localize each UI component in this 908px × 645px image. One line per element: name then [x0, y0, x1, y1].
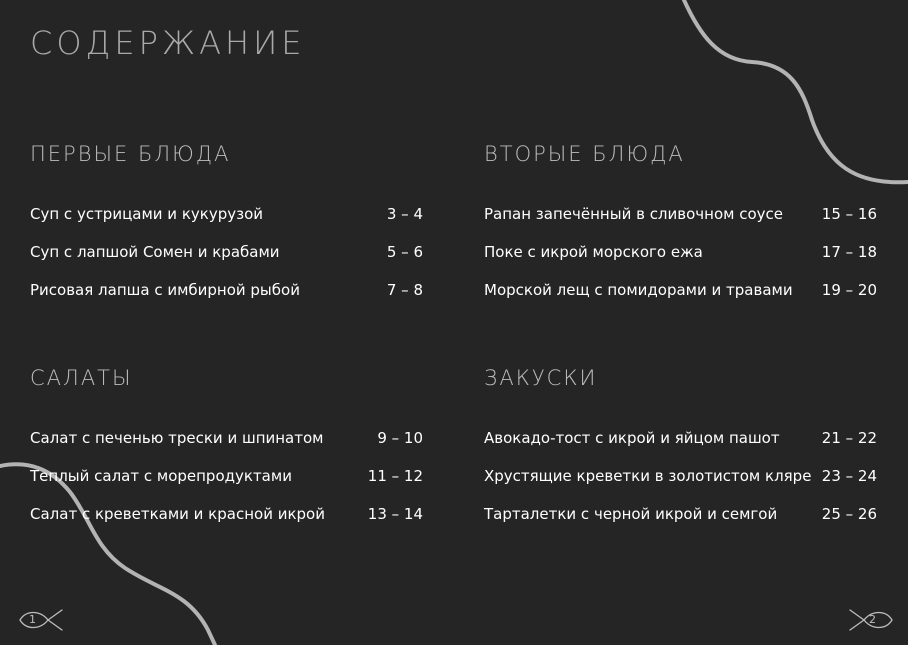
section-first-courses	[30, 141, 423, 309]
page-number-left	[18, 607, 66, 633]
page-range: 5 – 6	[386, 243, 423, 261]
page-number-label: 2	[869, 613, 876, 626]
dish-name: Поке с икрой морского ежа	[484, 243, 703, 261]
page-range: 11 – 12	[367, 467, 423, 485]
toc-item[interactable]	[484, 495, 877, 533]
section-second-courses	[484, 141, 877, 309]
section-heading: ВТОРЫЕ БЛЮДА	[484, 142, 685, 166]
fish-icon	[18, 607, 66, 633]
toc-item[interactable]	[484, 419, 877, 457]
page-title: СОДЕРЖАНИЕ	[30, 24, 306, 62]
toc-item[interactable]	[30, 419, 423, 457]
dish-name: Салат с печенью трески и шпинатом	[30, 429, 324, 447]
toc-item[interactable]	[484, 195, 877, 233]
dish-name: Теплый салат с морепродуктами	[30, 467, 292, 485]
dish-list	[484, 419, 877, 533]
toc-item[interactable]	[484, 271, 877, 309]
page-range: 17 – 18	[821, 243, 877, 261]
toc-item[interactable]	[30, 495, 423, 533]
page-range: 13 – 14	[367, 505, 423, 523]
page-range: 9 – 10	[377, 429, 423, 447]
section-heading: ЗАКУСКИ	[484, 366, 598, 390]
page-number-right	[846, 607, 894, 633]
section-salads	[30, 365, 423, 533]
section-heading: САЛАТЫ	[30, 366, 133, 390]
dish-list	[484, 195, 877, 309]
toc-item[interactable]	[484, 457, 877, 495]
toc-item[interactable]	[30, 457, 423, 495]
section-heading: ПЕРВЫЕ БЛЮДА	[30, 142, 231, 166]
toc-item[interactable]	[30, 195, 423, 233]
dish-name: Авокадо-тост с икрой и яйцом пашот	[484, 429, 780, 447]
page-range: 25 – 26	[821, 505, 877, 523]
page-range: 15 – 16	[821, 205, 877, 223]
toc-item[interactable]	[30, 271, 423, 309]
dish-name: Суп с лапшой Сомен и крабами	[30, 243, 280, 261]
toc-item[interactable]	[484, 233, 877, 271]
dish-list	[30, 195, 423, 309]
dish-name: Суп с устрицами и кукурузой	[30, 205, 263, 223]
dish-name: Рисовая лапша с имбирной рыбой	[30, 281, 300, 299]
dish-name: Салат с креветками и красной икрой	[30, 505, 325, 523]
page-range: 23 – 24	[821, 467, 877, 485]
page-range: 7 – 8	[386, 281, 423, 299]
dish-list	[30, 419, 423, 533]
page-range: 21 – 22	[821, 429, 877, 447]
page-number-label: 1	[29, 613, 36, 626]
page-range: 3 – 4	[386, 205, 423, 223]
dish-name: Рапан запечённый в сливочном соусе	[484, 205, 783, 223]
dish-name: Тарталетки с черной икрой и семгой	[484, 505, 778, 523]
dish-name: Хрустящие креветки в золотистом кляре	[484, 467, 812, 485]
section-appetizers	[484, 365, 877, 533]
dish-name: Морской лещ с помидорами и травами	[484, 281, 793, 299]
toc-item[interactable]	[30, 233, 423, 271]
page-range: 19 – 20	[821, 281, 877, 299]
